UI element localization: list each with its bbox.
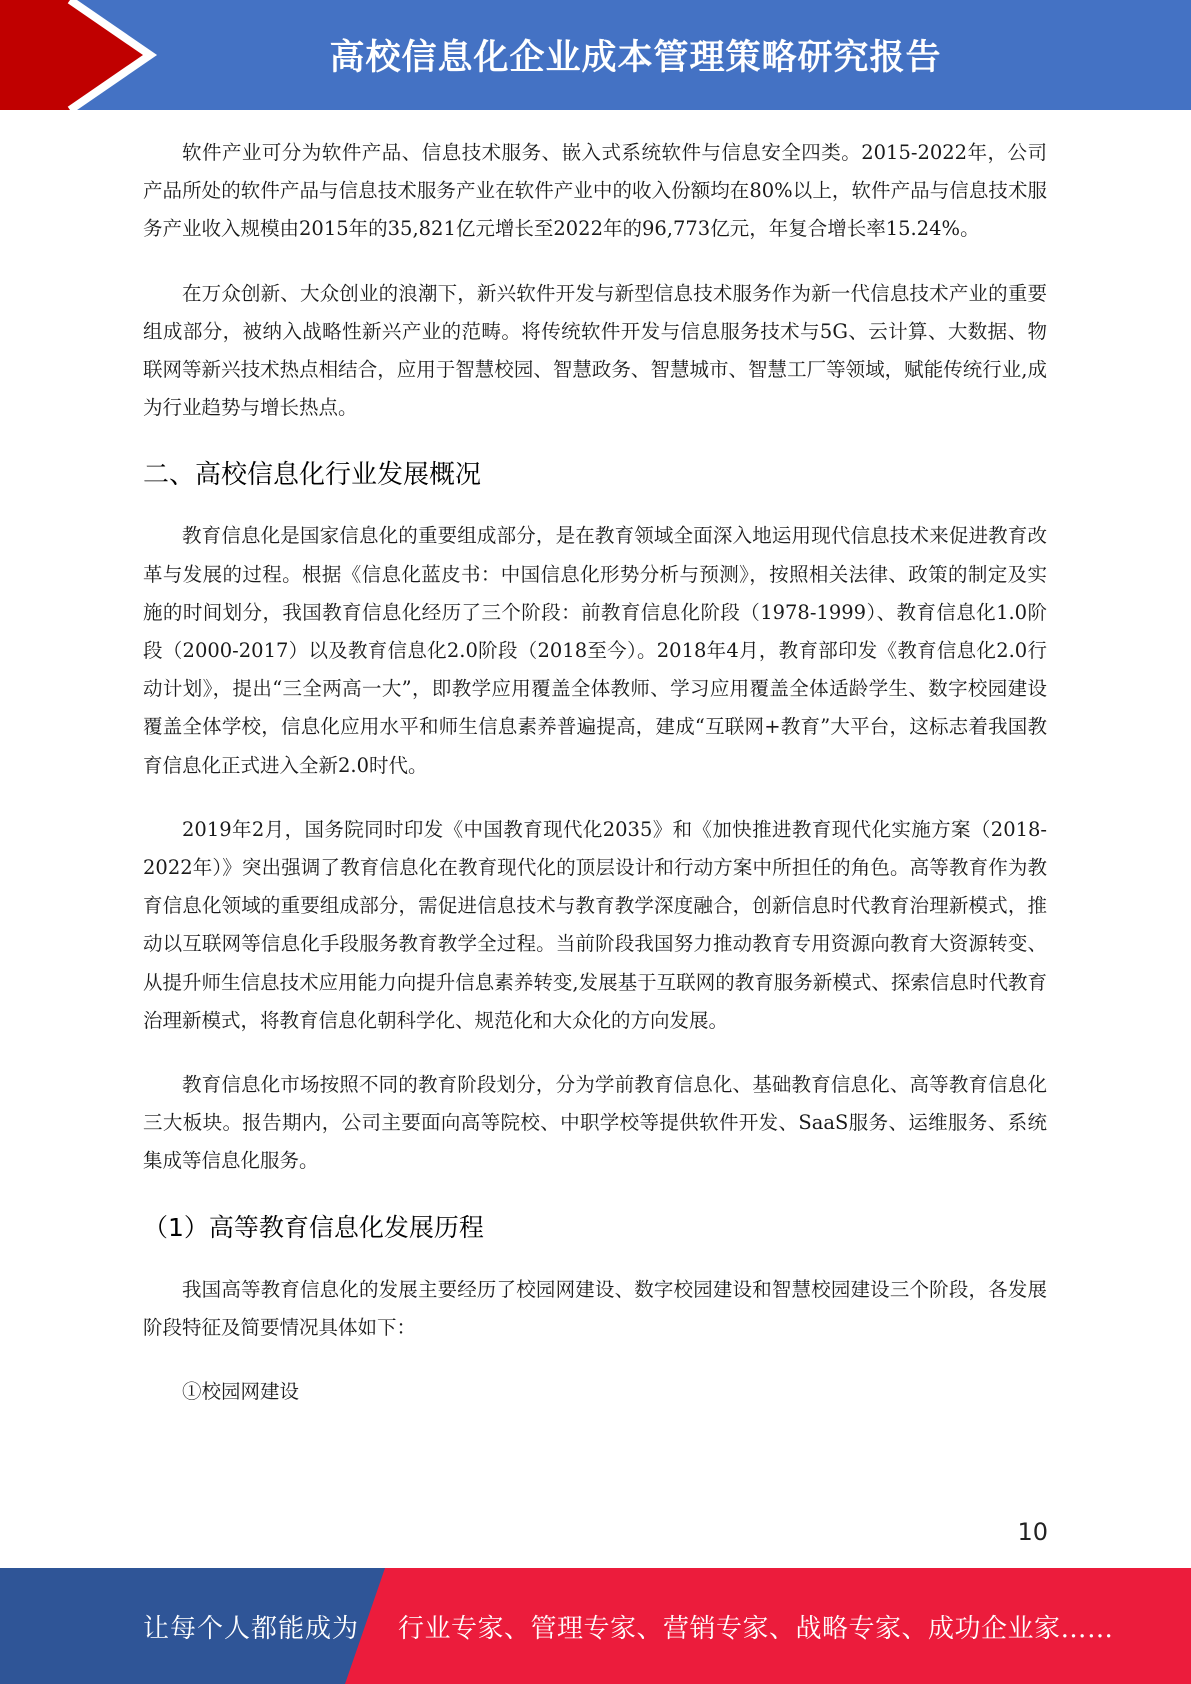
section-heading: 二、高校信息化行业发展概况 bbox=[143, 460, 482, 491]
paragraph: 教育信息化市场按照不同的教育阶段划分，分为学前教育信息化、基础教育信息化、高等教育信息化三大板块。报告期内，公司主要面向高等院校、中职学校等提供软件开发、SaaS服务、运维服务、系统集成等信息化服务。 bbox=[143, 1073, 1047, 1173]
footer-slogan-right: 行业专家、管理专家、营销专家、战略专家、成功企业家…… bbox=[398, 1613, 1114, 1644]
paragraph: ①校园网建设 bbox=[182, 1380, 300, 1404]
report-title: 高校信息化企业成本管理策略研究报告 bbox=[329, 38, 942, 78]
footer-slogan-left: 让每个人都能成为 bbox=[143, 1613, 360, 1644]
document-body bbox=[143, 134, 1047, 1437]
page-header bbox=[0, 0, 1191, 110]
subsection-heading: （1）高等教育信息化发展历程 bbox=[143, 1212, 484, 1242]
paragraph: 教育信息化是国家信息化的重要组成部分，是在教育领域全面深入地运用现代信息技术来促进教育改革与发展的过程。根据《信息化蓝皮书：中国信息化形势分析与预测》，按照相关法律、政策的制定及实施的时间划分，我国教育信息化经历了三个阶段：前教育信息化阶段（1978-1999）、教育信息化1.0阶段（2000-2017）以及教育信息化2.0阶段（2018至今）。2018年4月，教育部印发《教育信息化2.0行动计划》，提出“三全两高一大”，即教学应用覆盖全体教师、学习应用覆盖全体适龄学生、数字校园建设覆盖全体学校，信息化应用水平和师生信息素养普遍提高，建成“互联网+教育”大平台，这标志着我国教育信息化正式进入全新2.0时代。 bbox=[143, 524, 1047, 777]
red-chevron-decoration bbox=[0, 0, 170, 110]
paragraph: 在万众创新、大众创业的浪潮下，新兴软件开发与新型信息技术服务作为新一代信息技术产业的重要组成部分，被纳入战略性新兴产业的范畴。将传统软件开发与信息服务技术与5G、云计算、大数据、物联网等新兴技术热点相结合，应用于智慧校园、智慧政务、智慧城市、智慧工厂等领域，赋能传统行业,成为行业趋势与增长热点。 bbox=[143, 281, 1047, 420]
page-number: 10 bbox=[1017, 1518, 1048, 1546]
page-footer bbox=[0, 1568, 1191, 1684]
paragraph: 软件产业可分为软件产品、信息技术服务、嵌入式系统软件与信息安全四类。2015-2022年，公司产品所处的软件产品与信息技术服务产业在软件产业中的收入份额均在80%以上，软件产品与信息技术服务产业收入规模由2015年的35,821亿元增长至2022年的96,773亿元，年复合增长率15.24%。 bbox=[143, 141, 1047, 241]
paragraph: 我国高等教育信息化的发展主要经历了校园网建设、数字校园建设和智慧校园建设三个阶段，各发展阶段特征及简要情况具体如下： bbox=[143, 1277, 1047, 1339]
paragraph: 2019年2月，国务院同时印发《中国教育现代化2035》和《加快推进教育现代化实施方案（2018-2022年）》突出强调了教育信息化在教育现代化的顶层设计和行动方案中所担任的角色。高等教育作为教育信息化领域的重要组成部分，需促进信息技术与教育教学深度融合，创新信息时代教育治理新模式，推动以互联网等信息化手段服务教育教学全过程。当前阶段我国努力推动教育专用资源向教育大资源转变、从提升师生信息技术应用能力向提升信息素养转变,发展基于互联网的教育服务新模式、探索信息时代教育治理新模式，将教育信息化朝科学化、规范化和大众化的方向发展。 bbox=[143, 817, 1047, 1032]
